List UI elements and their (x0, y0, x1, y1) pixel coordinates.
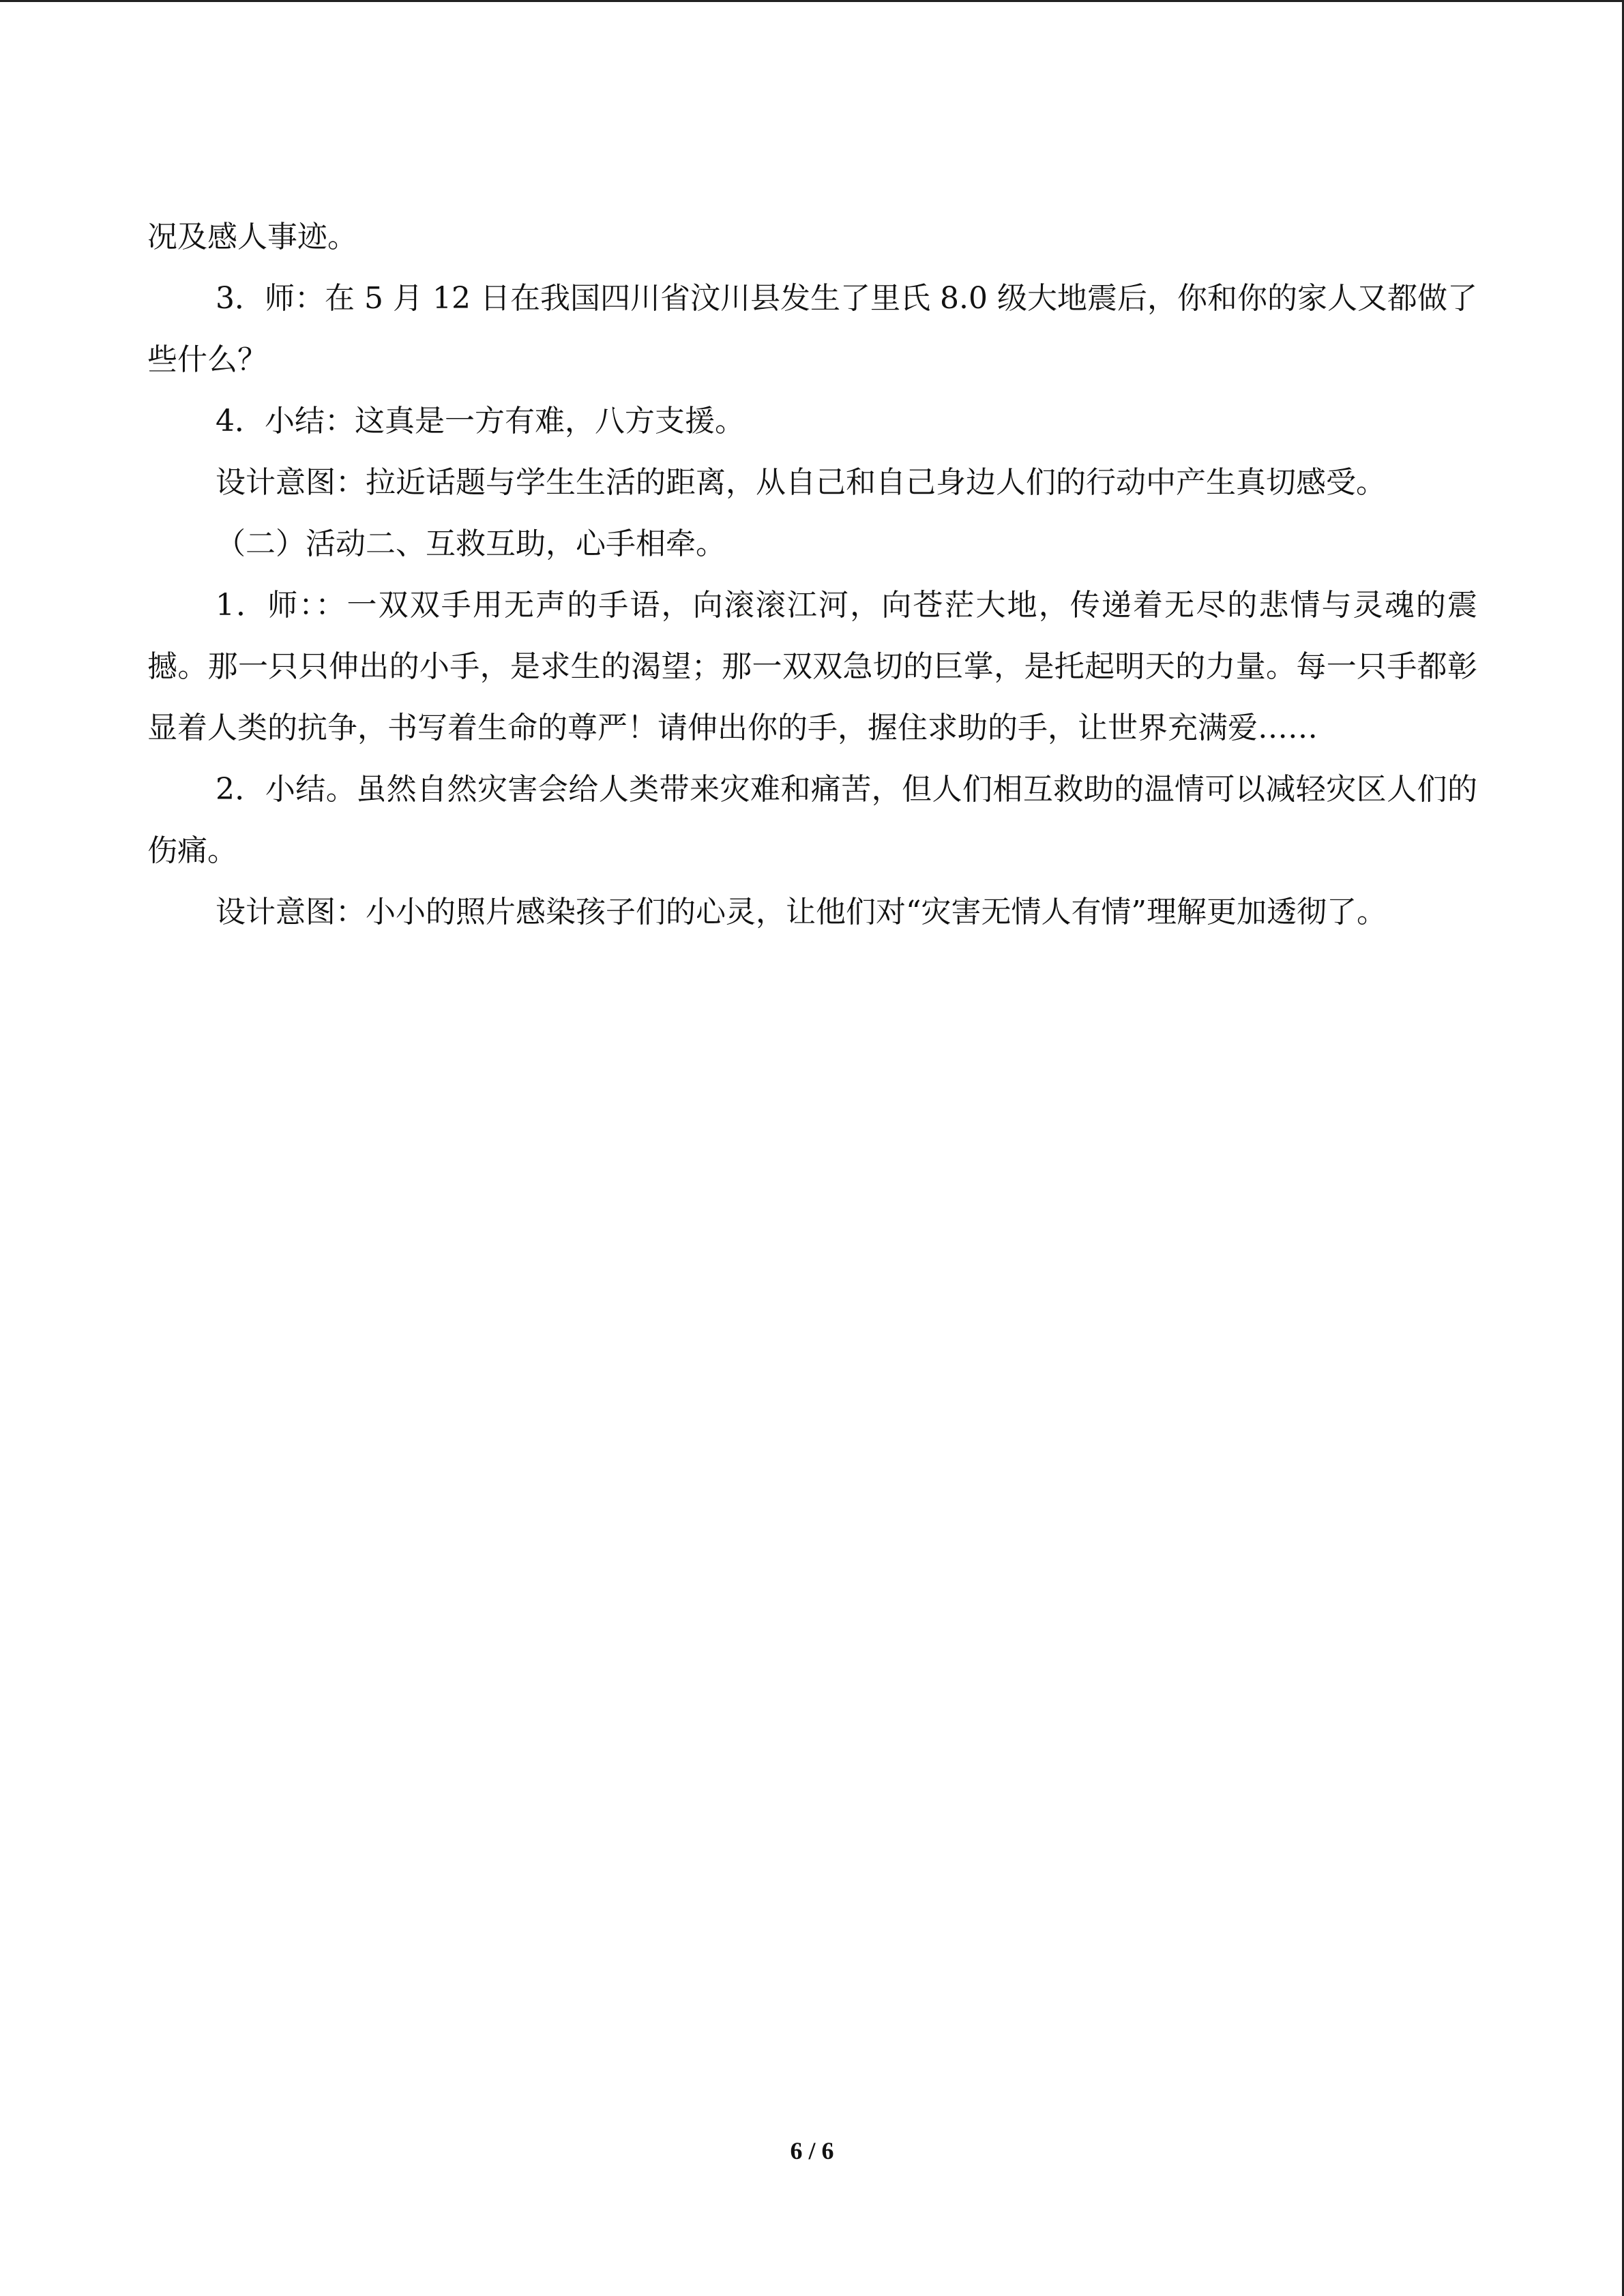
section-heading-activity-2: （二）活动二、互救互助，心手相牵。 (216, 526, 726, 561)
page-number: 6 / 6 (790, 2137, 834, 2164)
paragraph-step-3-teacher: 3．师：在 5 月 12 日在我国四川省汶川县发生了里氏 8.0 级大地震后，你和你的家人又都做了些什么？ (147, 281, 1477, 377)
paragraph-activity-2-step-1: 1．师：：一双双手用无声的手语，向滚滚江河，向苍茫大地，传递着无尽的悲情与灵魂的震撼。那一只只伸出的小手，是求生的渴望；那一双双急切的巨掌，是托起明天的力量。每一只手都彰显着人类的抗争，书写着生命的尊严！请伸出你的手，握住求助的手，让世界充满爱…… (147, 588, 1477, 745)
paragraph-activity-2-step-2: 2．小结。虽然自然灾害会给人类带来灾难和痛苦，但人们相互救助的温情可以减轻灾区人们的伤痛。 (147, 772, 1477, 868)
paragraph-design-intent-2: 设计意图：小小的照片感染孩子们的心灵，让他们对“灾害无情人有情”理解更加透彻了。 (216, 895, 1387, 929)
paragraph-step-4-summary: 4．小结：这真是一方有难，八方支援。 (216, 404, 745, 438)
paragraph-design-intent-1: 设计意图：拉近话题与学生生活的距离，从自己和自己身边人们的行动中产生真切感受。 (216, 465, 1386, 500)
paragraph-continuation: 况及感人事迹。 (147, 220, 357, 254)
document-body (147, 207, 1477, 943)
